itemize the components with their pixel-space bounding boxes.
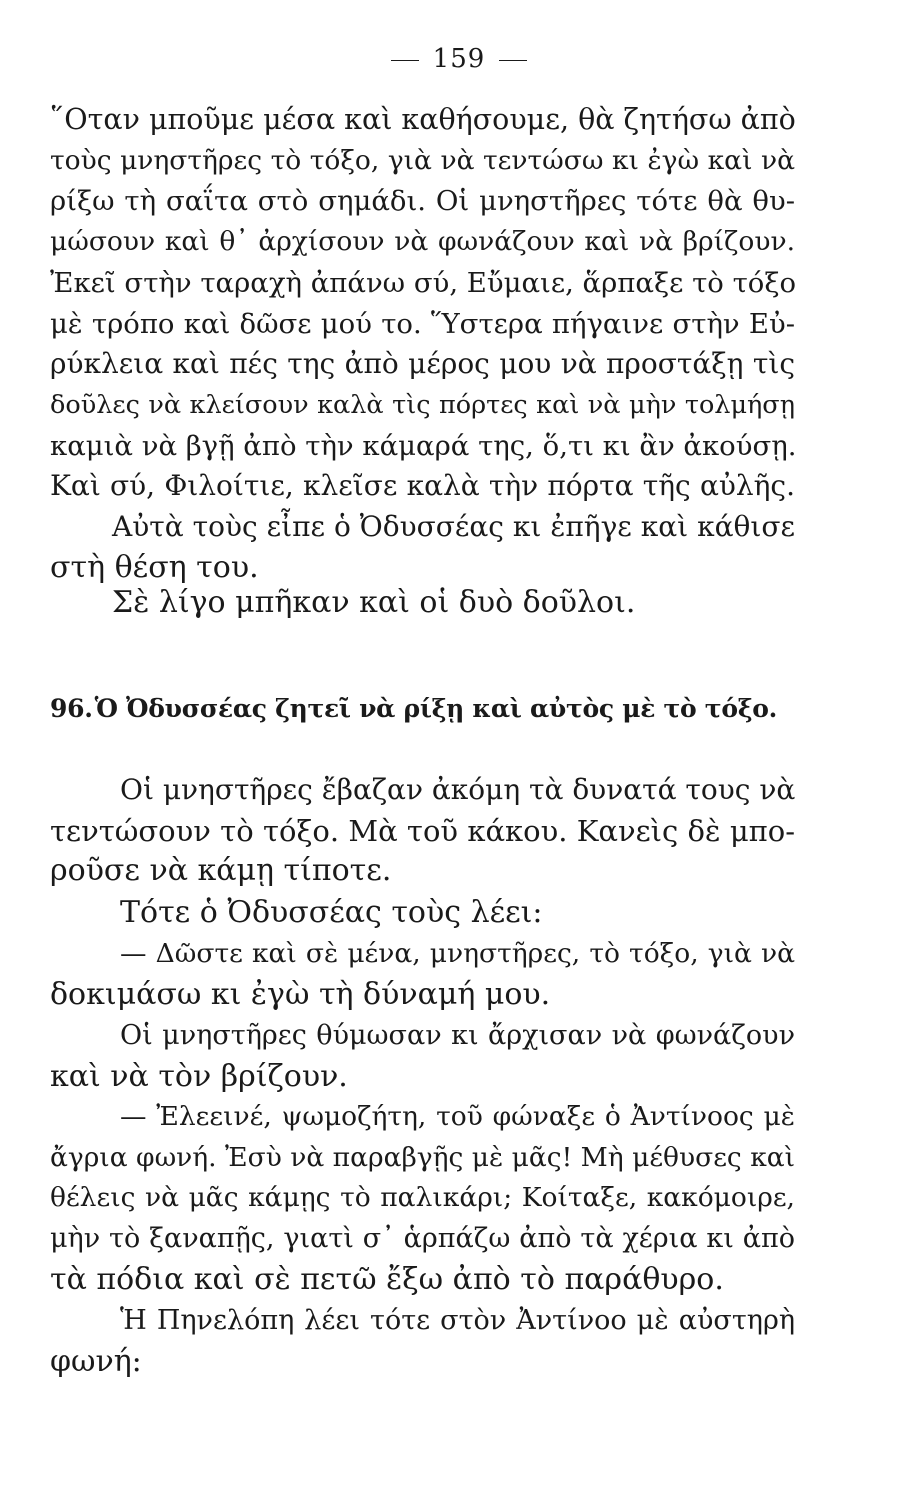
paragraph-antinous-threat — [50, 1097, 795, 1301]
text-line: θέλεις νὰ μᾶς κάμῃς τὸ παλικάρι; Κοίταξε, κακόμοιρε, — [50, 1182, 795, 1214]
text-line: Τότε ὁ Ὀδυσσέας τοὺς λέει: — [120, 895, 543, 930]
text-line: στὴ θέση του. — [50, 549, 259, 585]
paragraph-suitors-try — [50, 770, 795, 892]
text-line: μώσουν καὶ θ᾿ ἀρχίσουν νὰ φωνάζουν καὶ νὰ βρίζουν. — [50, 226, 795, 258]
section-number: 96. — [50, 694, 93, 723]
text-line: Ἡ Πηνελόπη λέει τότε στὸν Ἀντίνοο μὲ αὐστηρὴ — [120, 1305, 795, 1336]
text-line: ρίξω τὴ σαΐτα στὸ σημάδι. Οἱ μνηστῆρες τότε θὰ θυ- — [50, 185, 795, 218]
text-line: Οἱ μνηστῆρες ἔβαζαν ἀκόμη τὰ δυνατά τους νὰ — [120, 773, 796, 806]
page-number: 159 — [432, 44, 486, 74]
text-line: τοὺς μνηστῆρες τὸ τόξο, γιὰ νὰ τεντώσω κι ἐγὼ καὶ νὰ — [50, 144, 795, 176]
right-dash — [499, 60, 527, 61]
paragraph-odysseus-says — [50, 893, 795, 934]
paragraph-give-bow — [50, 934, 795, 1015]
paragraph-odysseus-plan — [50, 100, 795, 507]
text-line: δοῦλες νὰ κλείσουν καλὰ τὶς πόρτες καὶ νὰ μὴν τολμήσῃ — [50, 389, 795, 420]
page-number-header — [0, 44, 918, 74]
text-line: μὴν τὸ ξαναπῇς, γιατὶ σ᾿ ἁρπάζω ἀπὸ τὰ χέρια κι ἀπὸ — [50, 1223, 795, 1255]
left-dash — [391, 60, 419, 61]
text-line: τὰ πόδια καὶ σὲ πετῶ ἔξω ἀπὸ τὸ παράθυρο. — [50, 1261, 724, 1297]
text-line: Σὲ λίγο μπῆκαν καὶ οἱ δυὸ δοῦλοι. — [112, 585, 636, 620]
text-line: φωνή: — [50, 1343, 142, 1379]
text-line: Καὶ σύ, Φιλοίτιε, κλεῖσε καλὰ τὴν πόρτα τῆς αὐλῆς. — [50, 469, 795, 503]
text-line: τεντώσουν τὸ τόξο. Μὰ τοῦ κάκου. Κανεὶς δὲ μπο- — [50, 813, 795, 848]
text-line: Ἐκεῖ στὴν ταραχὴ ἀπάνω σύ, Εὔμαιε, ἅρπαξε τὸ τόξο — [50, 266, 797, 299]
text-line: — Ἐλεεινέ, ψωμοζήτη, τοῦ φώναξε ὁ Ἀντίνοος μὲ — [120, 1101, 795, 1132]
text-line: Αὐτὰ τοὺς εἶπε ὁ Ὀδυσσέας κι ἐπῆγε καὶ κάθισε — [112, 510, 795, 543]
text-line: ρύκλεια καὶ πές της ἀπὸ μέρος μου νὰ προστάξῃ τὶς — [50, 347, 795, 381]
text-line: ἄγρια φωνή. Ἐσὺ νὰ παραβγῇς μὲ μᾶς! Μὴ μέθυσες καὶ — [50, 1141, 796, 1173]
text-line: καμιὰ νὰ βγῇ ἀπὸ τὴν κάμαρά της, ὅ,τι κι ἂν ἀκούσῃ. — [50, 429, 797, 462]
paragraph-penelope-speaks — [50, 1301, 795, 1382]
paragraph-servants-enter — [50, 583, 795, 624]
text-line: ροῦσε νὰ κάμῃ τίποτε. — [50, 853, 392, 889]
text-line: καὶ νὰ τὸν βρίζουν. — [50, 1058, 348, 1094]
section-heading — [50, 688, 790, 730]
paragraph-suitors-angry — [50, 1016, 795, 1097]
text-line: Οἱ μνηστῆρες θύμωσαν κι ἄρχισαν νὰ φωνάζουν — [120, 1020, 795, 1051]
text-line: ῞Οταν μποῦμε μέσα καὶ καθήσουμε, θὰ ζητήσω ἀπὸ — [50, 103, 796, 136]
text-line: μὲ τρόπο καὶ δῶσε μού το. Ὕστερα πήγαινε στὴν Εὐ- — [50, 307, 795, 340]
section-title: Ὁ Ὀδυσσέας ζητεῖ νὰ ρίξῃ καὶ αὐτὸς μὲ τὸ τόξο. — [94, 694, 777, 723]
paragraph-odysseus-sits — [50, 507, 795, 588]
text-line: δοκιμάσω κι ἐγὼ τὴ δύναμή μου. — [50, 976, 551, 1012]
text-line: — Δῶστε καὶ σὲ μένα, μνηστῆρες, τὸ τόξο, γιὰ νὰ — [120, 938, 795, 969]
